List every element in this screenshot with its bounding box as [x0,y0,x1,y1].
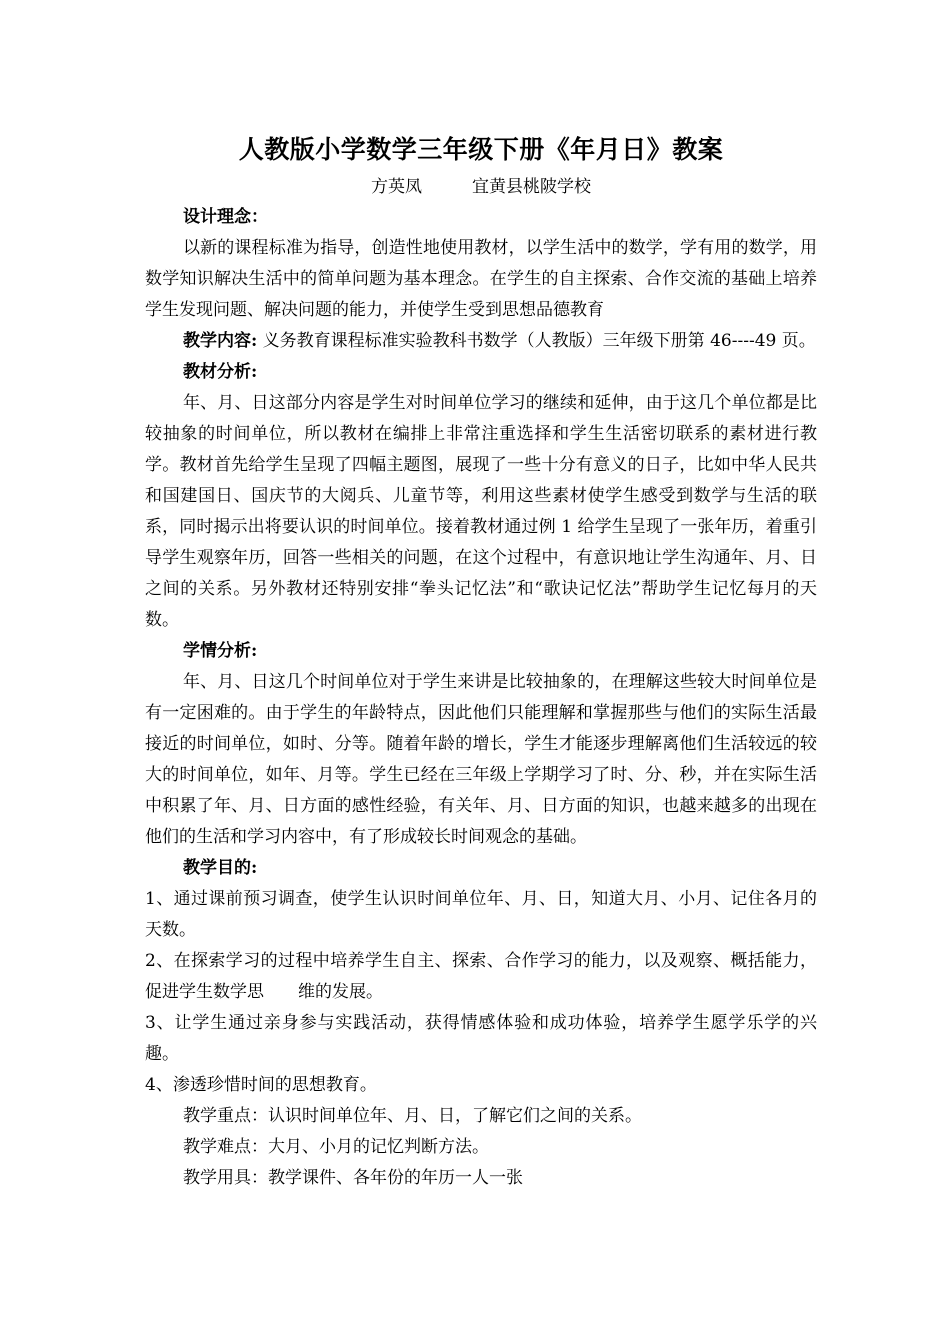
material-heading: 教材分析: [183,362,258,382]
document-page [145,128,817,1194]
content-text: 义务教育课程标准实验教科书数学（人教版）三年级下册第 46----49 页。 [257,331,816,351]
learner-heading: 学情分析: [183,641,258,661]
goal-item: 4、渗透珍惜时间的思想教育。 [145,1075,377,1095]
content-label: 教学内容: [183,331,258,351]
author-line [145,172,817,202]
key-point: 教学重点：认识时间单位年、月、日，了解它们之间的关系。 [183,1106,642,1126]
design-heading: 设计理念： [183,207,268,227]
difficulty: 教学难点：大月、小月的记忆判断方法。 [183,1137,489,1157]
learner-text: 年、月、日这几个时间单位对于学生来讲是比较抽象的，在理解这些较大时间单位是有一定困难的。由于学生的年龄特点，因此他们只能理解和掌握那些与他们的实际生活最接近的时间单位，如时、分等。随着年龄的增长，学生才能逐步理解离他们生活较远的较大的时间单位，如年、月等。学生已经在三年级上学期学习了时、分、秒，并在实际生活中积累了年、月、日方面的感性经验，有关年、月、日方面的知识，也越来越多的出现在他们的生活和学习内容中，有了形成较长时间观念的基础。 [145,672,817,847]
goal-item: 2、在探索学习的过程中培养学生自主、探索、合作学习的能力，以及观察、概括能力，促进学生数学思 维的发展。 [145,951,817,1002]
design-text: 以新的课程标准为指导，创造性地使用教材，以学生活中的数学，学有用的数学，用数学知识解决生活中的简单问题为基本理念。在学生的自主探索、合作交流的基础上培养学生发现问题、解决问题的能力，并使学生受到思想品德教育 [145,238,817,320]
document-title: 人教版小学数学三年级下册《年月日》教案 [238,135,724,164]
goals-heading: 教学目的: [183,858,258,878]
content-paragraph [145,326,817,357]
author-name: 方英凤 [371,177,422,197]
material-text: 年、月、日这部分内容是学生对时间单位学习的继续和延伸，由于这几个单位都是比较抽象的时间单位，所以教材在编排上非常注重选择和学生生活密切联系的素材进行教学。教材首先给学生呈现了四幅主题图，展现了一些十分有意义的日子，比如中华人民共和国建国日、国庆节的大阅兵、儿童节等，利用这些素材使学生感受到数学与生活的联系，同时揭示出将要认识的时间单位。接着教材通过例 1 给学生呈现了一张年历，着重引导学生观察年历，回答一些相关的问题，在这个过程中，有意识地让学生沟通年、月、日之间的关系。另外教材还特别安排“拳头记忆法”和“歌诀记忆法”帮助学生记忆每月的天数。 [145,393,817,630]
goal-item: 1、通过课前预习调查，使学生认识时间单位年、月、日，知道大月、小月、记住各月的天数。 [145,889,817,940]
goal-item: 3、让学生通过亲身参与实践活动，获得情感体验和成功体验，培养学生愿学乐学的兴趣。 [145,1013,817,1064]
teaching-tools: 教学用具：教学课件、各年份的年历一人一张 [183,1168,523,1188]
author-school: 宜黄县桃陂学校 [472,177,591,197]
